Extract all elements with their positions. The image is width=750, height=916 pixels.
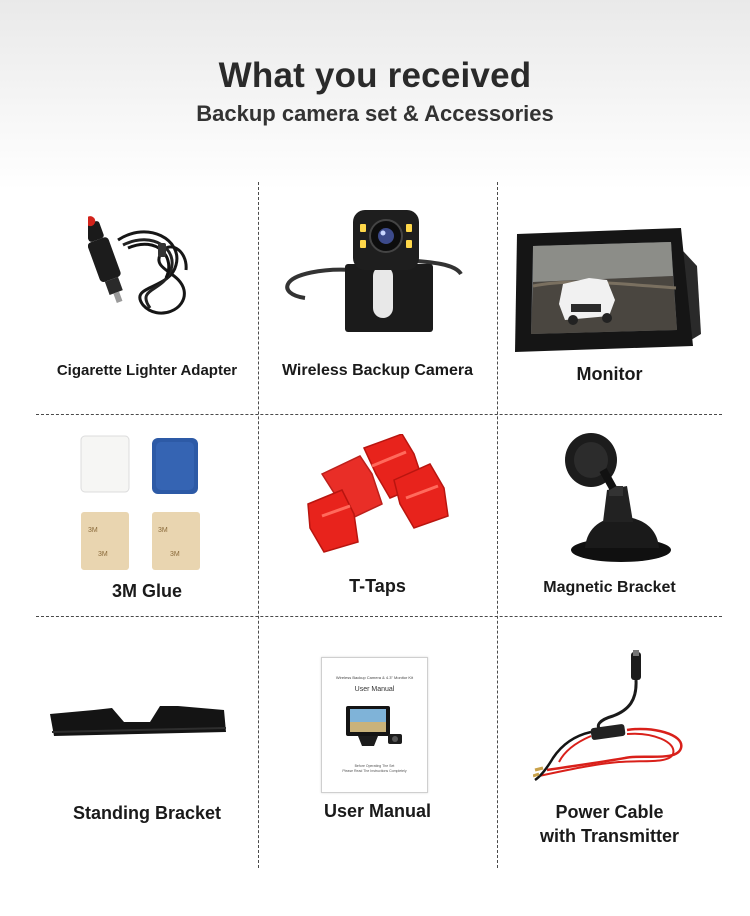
svg-text:3M: 3M [98, 551, 108, 558]
item-label: Standing Bracket [72, 803, 222, 823]
page-title: What you received [218, 56, 532, 95]
svg-text:3M: 3M [88, 527, 98, 534]
cigarette-lighter-adapter-icon [88, 210, 198, 325]
item-wireless-backup-camera [258, 182, 497, 414]
svg-text:3M: 3M [158, 527, 168, 534]
item-label: User Manual [323, 801, 432, 821]
item-standing-bracket [36, 616, 258, 868]
item-magnetic-bracket [497, 414, 722, 616]
manual-title: User Manual [354, 686, 395, 693]
svg-text:3M: 3M [170, 551, 180, 558]
user-manual-icon [321, 657, 428, 793]
item-label: Wireless Backup Camera [281, 362, 474, 379]
manual-monitor-image [344, 702, 406, 754]
item-label: T-Taps [349, 576, 406, 596]
glue-pads-icon [78, 432, 203, 574]
t-taps-icon [302, 434, 452, 554]
item-monitor [497, 182, 722, 414]
item-3m-glue [36, 414, 258, 616]
page-subtitle: Backup camera set & Accessories [196, 101, 554, 126]
power-cable-icon [533, 650, 689, 800]
item-cigarette-lighter-adapter [36, 182, 258, 414]
item-label: 3M Glue [111, 581, 182, 601]
monitor-icon [511, 226, 711, 356]
standing-bracket-icon [48, 702, 228, 742]
magnetic-bracket-icon [563, 430, 673, 565]
item-label: Monitor [576, 364, 643, 384]
item-power-cable [497, 616, 722, 868]
item-t-taps [258, 414, 497, 616]
item-label: Cigarette Lighter Adapter [56, 362, 238, 379]
item-label: Power Cable with Transmitter [539, 802, 680, 846]
backup-camera-icon [283, 206, 473, 334]
manual-header: Wireless Backup Camera & 4.3" Monitor Kit [335, 675, 414, 680]
manual-footer: Before Operating The Set Please Read The Instructions Completely [342, 764, 407, 773]
item-label: Magnetic Bracket [543, 579, 676, 596]
